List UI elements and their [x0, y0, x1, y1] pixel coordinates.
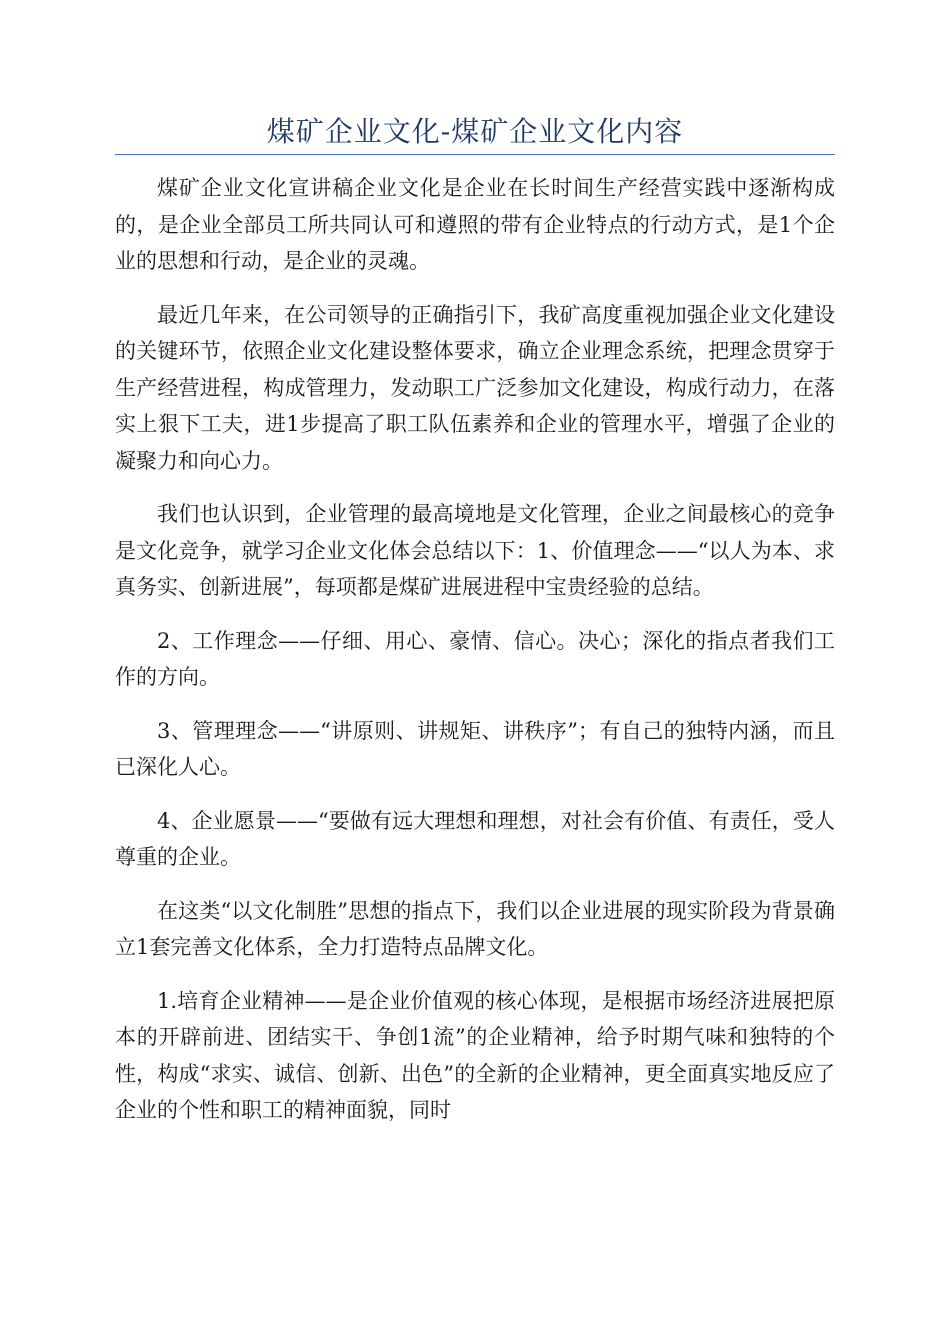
- title-underline: [115, 154, 835, 155]
- paragraph-4: 2、工作理念——仔细、用心、豪情、信心。决心；深化的指点者我们工作的方向。: [115, 628, 835, 689]
- document-title: 煤矿企业文化-煤矿企业文化内容: [266, 115, 684, 148]
- document-body: [115, 170, 835, 1129]
- paragraph-1: 煤矿企业文化宣讲稿企业文化是企业在长时间生产经营实践中逐渐构成的，是企业全部员工所共同认可和遵照的带有企业特点的行动方式，是1个企业的思想和行动，是企业的灵魂。: [115, 176, 835, 273]
- paragraph-3: 我们也认识到，企业管理的最高境地是文化管理，企业之间最核心的竞争是文化竞争，就学习企业文化体会总结以下：1、价值理念——“以人为本、求真务实、创新进展”，每项都是煤矿进展进程中宝贵经验的总结。: [115, 502, 835, 599]
- paragraph-8: 1.培育企业精神——是企业价值观的核心体现，是根据市场经济进展把原本的开辟前进、团结实干、争创1流”的企业精神，给予时期气味和独特的个性，构成“求实、诚信、创新、出色”的全新的企业精神，更全面真实地反应了企业的个性和职工的精神面貌，同时: [115, 988, 835, 1122]
- paragraph-5: 3、管理理念——“讲原则、讲规矩、讲秩序”；有自己的独特内涵，而且已深化人心。: [115, 718, 835, 779]
- paragraph-7: 在这类“以文化制胜”思想的指点下，我们以企业进展的现实阶段为背景确立1套完善文化体系，全力打造特点品牌文化。: [115, 898, 835, 959]
- paragraph-6: 4、企业愿景——“要做有远大理想和理想，对社会有价值、有责任，受人尊重的企业。: [115, 808, 835, 869]
- paragraph-2: 最近几年来，在公司领导的正确指引下，我矿高度重视加强企业文化建设的关键环节，依照企业文化建设整体要求，确立企业理念系统，把理念贯穿于生产经营进程，构成管理力，发动职工广泛参加文化建设，构成行动力，在落实上狠下工夫，进1步提高了职工队伍素养和企业的管理水平，增强了企业的凝聚力和向心力。: [115, 302, 835, 473]
